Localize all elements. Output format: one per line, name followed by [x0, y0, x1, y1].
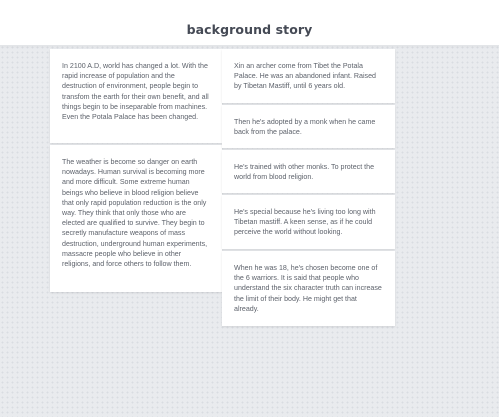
story-card-text: He's trained with other monks. To protect the world from blood religion.	[234, 163, 375, 182]
story-card	[222, 105, 395, 148]
page-header	[0, 0, 499, 46]
story-card-text: Then he's adopted by a monk when he came back from the palace.	[234, 118, 376, 137]
story-card	[222, 251, 395, 326]
story-column-left	[50, 49, 222, 294]
story-card-text: Xin an archer come from Tibet the Potala Palace. He was an abandoned infant. Raised by Tibetan Mastiff, until 6 years old.	[234, 62, 376, 91]
story-card	[222, 49, 395, 103]
story-card-text: When he was 18, he's chosen become one of the 6 warriors. It is said that people who understand the six character truth can increase the limit of their body. He might get that already.	[234, 264, 382, 313]
story-card-text: The weather is become so danger on earth nowadays. Human survival is becoming more and more difficult. Some extreme human beings who believe in blood religion believe that only rapid population reduction is the only way. They think that only those who are elected are qualified to survive. They begin to secretly manufacture weapons of mass destruction, underground human experiments, massacre people who believe in other religions, and force others to follow them.	[62, 158, 208, 269]
page-title: background story	[186, 22, 313, 37]
story-column-right	[222, 49, 395, 328]
story-card	[50, 145, 222, 292]
story-card	[50, 49, 222, 143]
story-card-text: He's special because he's living too long with Tibetan mastiff. A keen sense, as if he could perceive the world without looking.	[234, 208, 376, 237]
story-card-text: In 2100 A.D, world has changed a lot. With the rapid increase of population and the destruction of environment, people begin to transfom the earth for their own benefit, and all things begin to be inseparable from machines. Even the Potala Palace has been changed.	[62, 62, 209, 122]
story-card	[222, 150, 395, 193]
story-card	[222, 195, 395, 249]
